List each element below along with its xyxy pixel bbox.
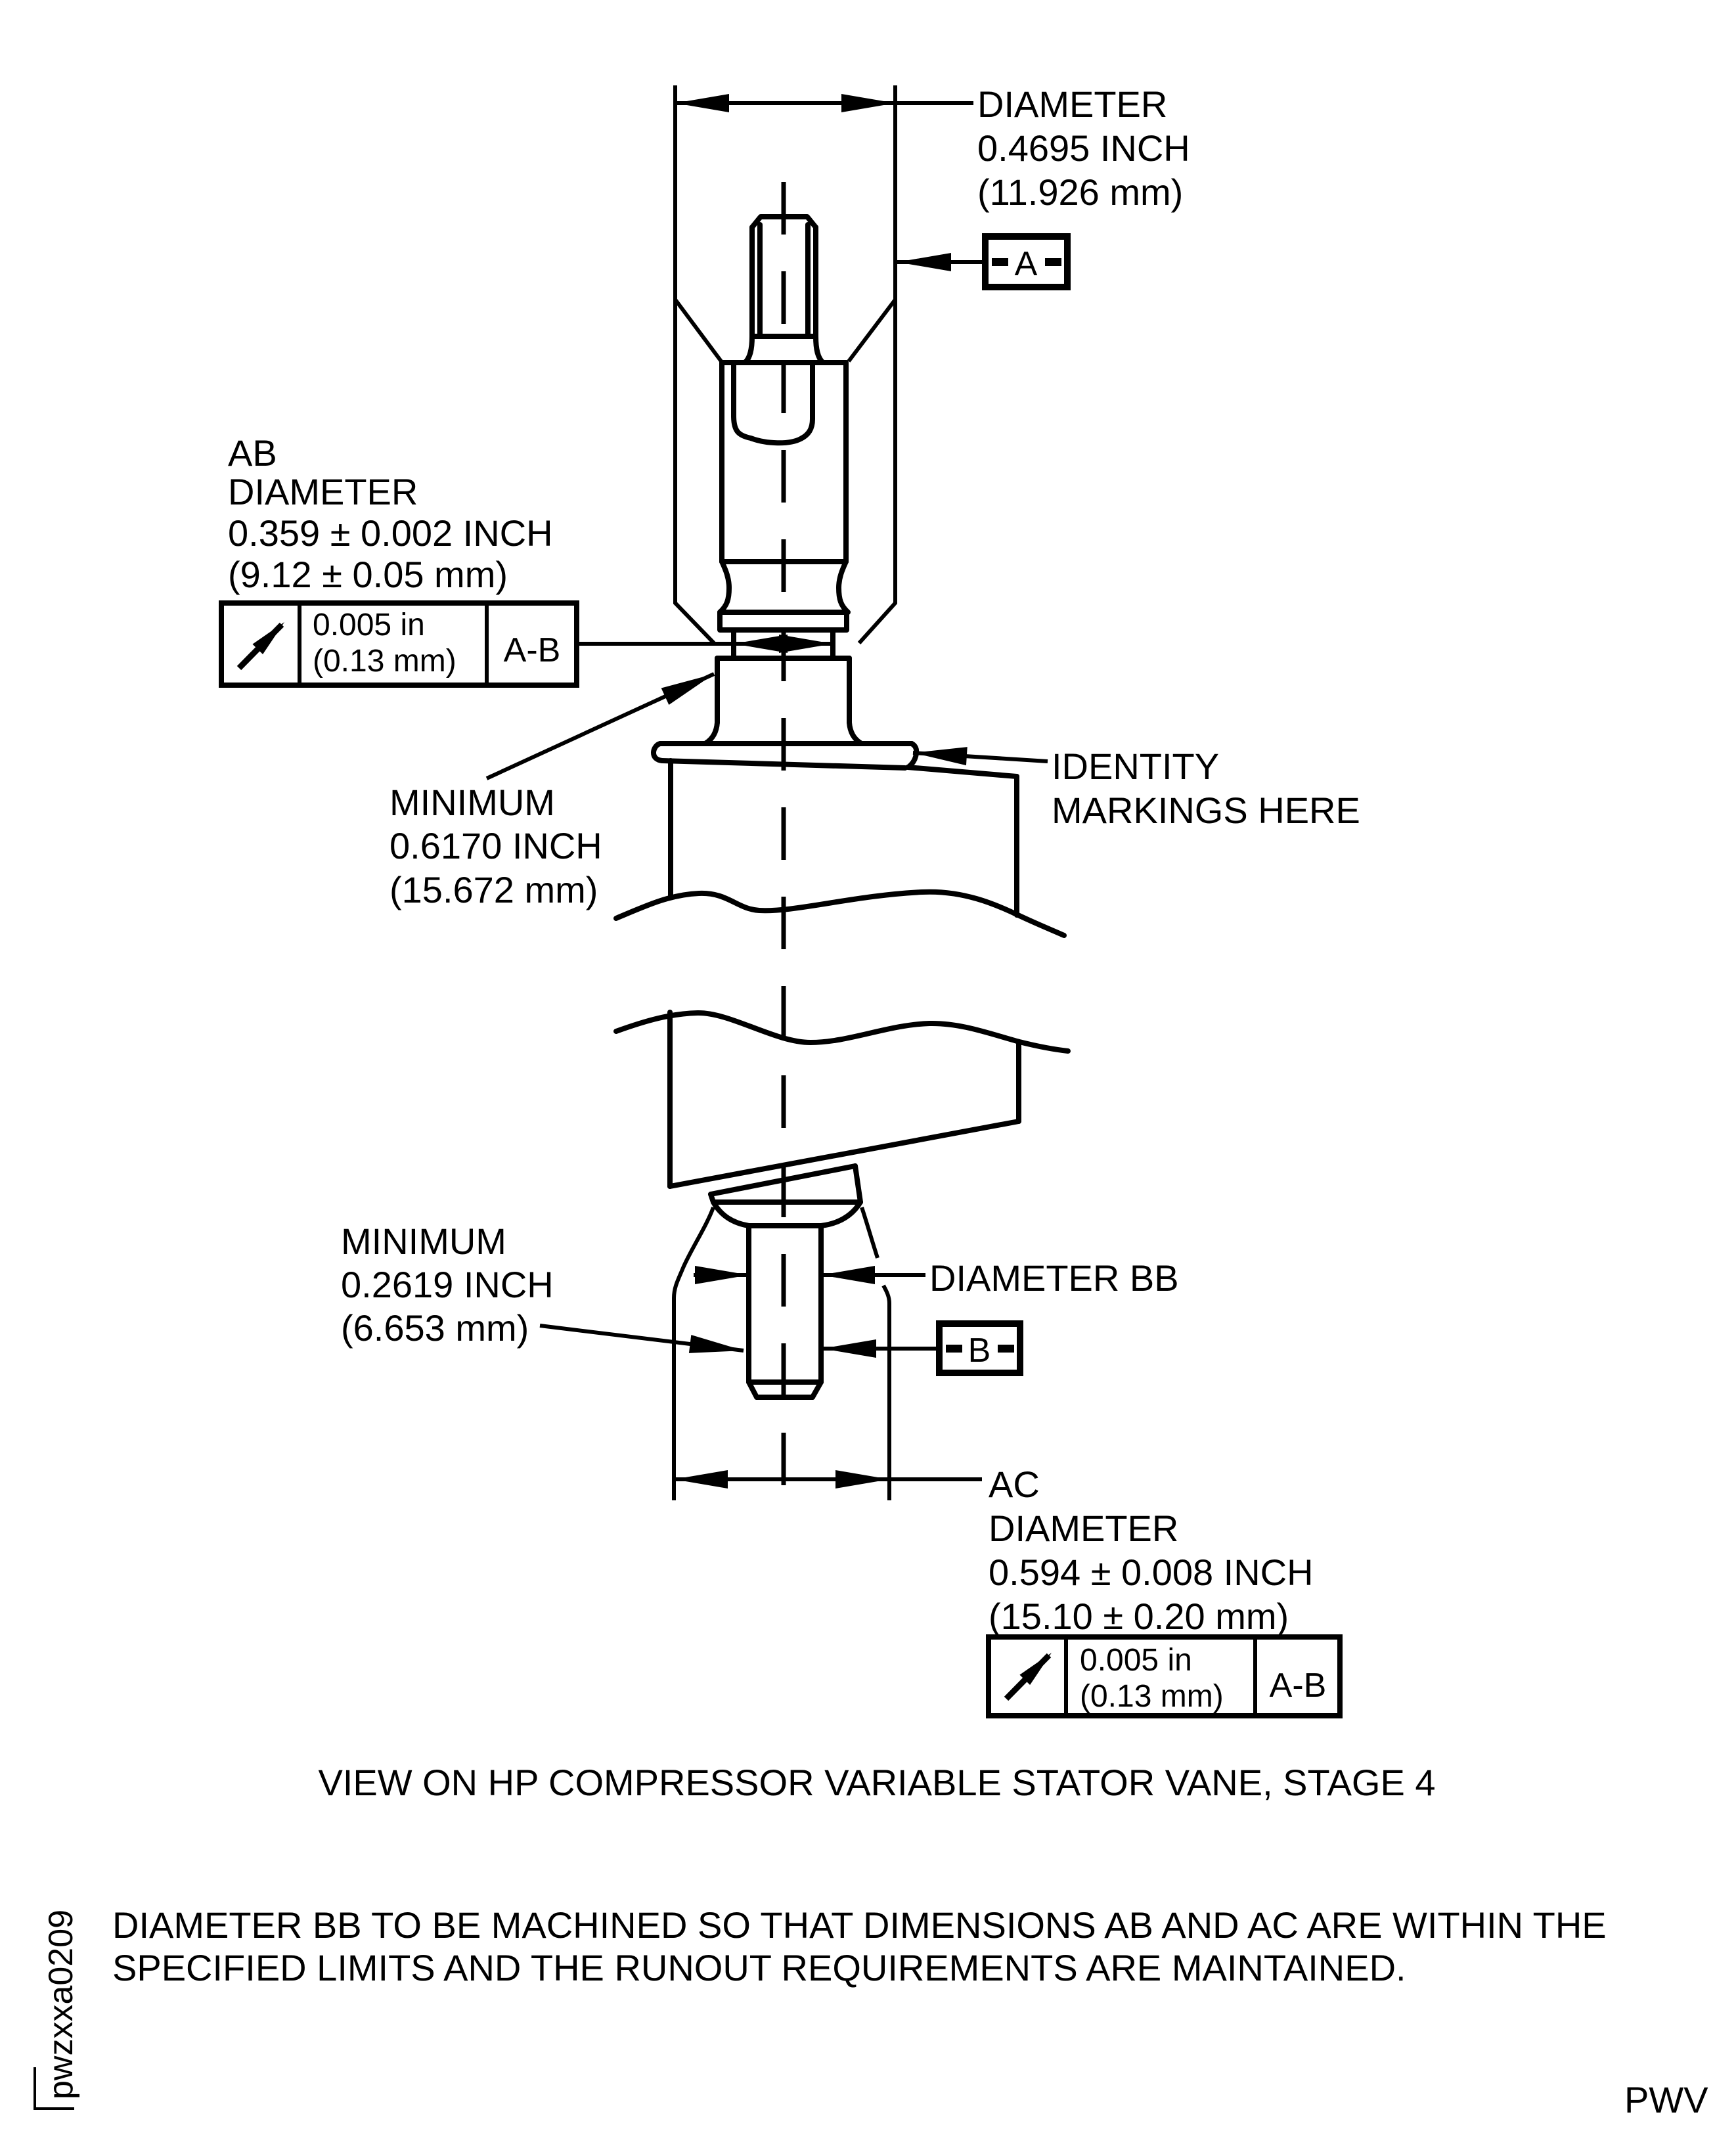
datum-a bbox=[897, 236, 1067, 287]
ac-dim-arrow-right bbox=[835, 1470, 889, 1489]
min-lower-arrowhead bbox=[689, 1335, 745, 1360]
feature-control-frame-lower bbox=[989, 1637, 1340, 1716]
datum-b-letter: B bbox=[968, 1332, 991, 1370]
break-line-upper bbox=[616, 892, 1064, 935]
callout-ab-diameter bbox=[228, 432, 553, 595]
ab-line1: AB bbox=[228, 432, 277, 474]
top-diameter-line3: (11.926 mm) bbox=[977, 171, 1184, 213]
ac-ext-left bbox=[674, 1207, 713, 1500]
identity-arrowhead bbox=[912, 744, 968, 765]
callout-diameter-bb bbox=[694, 1257, 1179, 1299]
top-diameter-line2: 0.4695 INCH bbox=[977, 127, 1190, 169]
airfoil-upper-slant bbox=[908, 767, 1017, 776]
identity-line2: MARKINGS HERE bbox=[1052, 790, 1360, 831]
feature-control-frame-upper bbox=[221, 603, 833, 685]
dim-top-diameter bbox=[675, 83, 1190, 213]
ac-dim-arrow-left bbox=[674, 1470, 728, 1489]
figure-code: pwzxxa0209 bbox=[42, 1909, 80, 2099]
callout-minimum-lower bbox=[341, 1221, 745, 1360]
min-upper-arrowhead bbox=[661, 665, 718, 705]
fcf-lower-tol-mm: (0.13 mm) bbox=[1080, 1679, 1224, 1714]
bb-arrowhead-right bbox=[821, 1266, 875, 1284]
top-ext-left bbox=[675, 85, 714, 643]
page-code: PWV bbox=[1624, 2079, 1708, 2120]
stud-fillet-left bbox=[745, 336, 752, 363]
ab-line3: 0.359 ± 0.002 INCH bbox=[228, 512, 553, 554]
top-ext-right bbox=[859, 85, 895, 643]
ac-ext-right-upper bbox=[862, 1207, 878, 1258]
ac-line4: (15.10 ± 0.20 mm) bbox=[989, 1596, 1289, 1637]
min-lower-line2: 0.2619 INCH bbox=[341, 1264, 554, 1305]
identity-line1: IDENTITY bbox=[1052, 746, 1220, 787]
cylinder-undercut-window bbox=[734, 363, 812, 443]
top-dim-arrow-left bbox=[675, 94, 729, 112]
runout-symbol-upper-arrowhead bbox=[252, 617, 289, 654]
neck-left bbox=[720, 562, 729, 612]
diameter-bb-label: DIAMETER BB bbox=[929, 1257, 1179, 1299]
ab-line2: DIAMETER bbox=[228, 471, 418, 512]
figure-caption: VIEW ON HP COMPRESSOR VARIABLE STATOR VANE, STAGE 4 bbox=[318, 1762, 1436, 1803]
min-lower-line3: (6.653 mm) bbox=[341, 1307, 529, 1349]
break-line-lower bbox=[616, 1013, 1068, 1051]
lower-neck-right bbox=[821, 1202, 860, 1226]
figure-note bbox=[112, 1904, 1607, 1988]
top-ext-left-branch bbox=[675, 300, 721, 361]
min-upper-line2: 0.6170 INCH bbox=[389, 825, 602, 866]
datum-b-arrowhead bbox=[822, 1339, 876, 1358]
fcf-lower-tol-in: 0.005 in bbox=[1080, 1643, 1192, 1678]
fcf-upper-tol-in: 0.005 in bbox=[313, 608, 425, 642]
ab-dim-arrow-right bbox=[779, 635, 833, 653]
airfoil-lower-slant bbox=[670, 1121, 1019, 1186]
lower-neck-left bbox=[713, 1202, 749, 1226]
runout-symbol-lower-arrowhead bbox=[1019, 1647, 1056, 1685]
note-line1: DIAMETER BB TO BE MACHINED SO THAT DIMENSIONS AB AND AC ARE WITHIN THE bbox=[112, 1904, 1607, 1946]
lower-pedestal-right bbox=[855, 1166, 860, 1202]
pedestal-flare-left bbox=[706, 723, 717, 743]
note-line2: SPECIFIED LIMITS AND THE RUNOUT REQUIREMENTS ARE MAINTAINED. bbox=[112, 1947, 1406, 1988]
ab-line4: (9.12 ± 0.05 mm) bbox=[228, 554, 508, 595]
datum-a-arrowhead bbox=[897, 253, 951, 271]
min-lower-line1: MINIMUM bbox=[341, 1221, 506, 1262]
flange-outline bbox=[720, 612, 847, 630]
upper-spindle-outline bbox=[616, 217, 1064, 935]
platform-bottom bbox=[662, 761, 905, 768]
stud-fillet-right bbox=[816, 336, 823, 363]
fcf-upper-tol-mm: (0.13 mm) bbox=[313, 644, 456, 679]
pedestal-flare-right bbox=[849, 723, 860, 743]
datum-a-letter: A bbox=[1014, 245, 1038, 283]
top-ext-right-branch bbox=[849, 300, 895, 361]
bb-arrowhead-left bbox=[695, 1266, 749, 1284]
ac-line1: AC bbox=[989, 1464, 1040, 1505]
platform-right-cap bbox=[909, 744, 916, 767]
top-dim-arrow-right bbox=[841, 94, 895, 112]
neck-right bbox=[839, 562, 848, 612]
min-upper-line1: MINIMUM bbox=[389, 782, 555, 823]
ac-ext-right-lower bbox=[883, 1286, 889, 1500]
figure-code-block bbox=[35, 1910, 80, 2109]
ac-line2: DIAMETER bbox=[989, 1508, 1179, 1549]
fcf-lower-datums: A-B bbox=[1269, 1667, 1327, 1705]
callout-identity-markings bbox=[912, 744, 1360, 831]
top-diameter-line1: DIAMETER bbox=[977, 83, 1168, 125]
datum-b bbox=[822, 1324, 1020, 1373]
lower-spindle-outline bbox=[616, 1012, 1068, 1397]
fcf-upper-datums: A-B bbox=[503, 631, 561, 669]
min-upper-line3: (15.672 mm) bbox=[389, 869, 598, 910]
dim-ac-diameter bbox=[674, 1464, 1314, 1637]
ac-line3: 0.594 ± 0.008 INCH bbox=[989, 1552, 1314, 1593]
